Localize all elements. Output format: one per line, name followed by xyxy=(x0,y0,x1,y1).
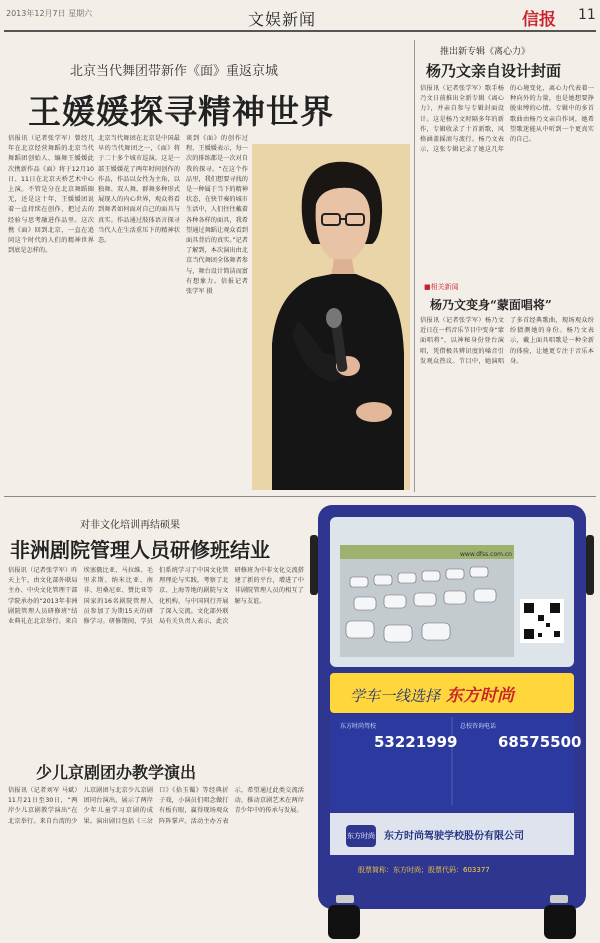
driving-school-ad xyxy=(310,505,594,939)
page-header xyxy=(0,0,600,32)
africa-text: 信报讯（记者张学军）昨天上午，由文化部外联局主办、中央文化管理干部学院承办的“2013年非洲剧院管理人员研修班”结业典礼在北京举行。来自埃塞俄比亚、马拉维、毛里求斯、纳米比亚、南非、坦桑尼亚、赞比亚等国家的16名剧院管理人员参加了为期15天的研修学习。研修期间，学员们系统学习了中国文化管理理论与实践，考察了北京、上海等地的剧院与文化机构，与中国同行开展了深入交流。文化部外联局有关负责人表示，此次研修班为中非文化交流搭建了新的平台，增进了中非剧院管理人员的相互了解与友谊。 xyxy=(8,567,304,626)
lead-photo xyxy=(252,144,410,490)
issue-date: 2013年12月7日 星期六 xyxy=(6,9,93,18)
phone-label-1: 东方时尚驾校 xyxy=(340,723,377,730)
phone-number-1: 53221999 xyxy=(374,733,458,751)
sidebar-kicker: 推出新专辑《离心力》 xyxy=(440,47,531,57)
slogan-text: 学车一线选择 xyxy=(350,687,441,705)
lead-headline: 王媛媛探寻精神世界 xyxy=(28,92,334,131)
children-text: 信报讯（记者刘军 马斌）11月21日至30日，“两岸少儿京剧教学演出”在北京举行。来自台湾的少儿京剧团与北京少儿京剧团同台演出，展示了两岸少年儿童学习京剧的成果。演出剧目包括《三岔口》《拾玉镯》等经典折子戏，小演员们唱念做打有板有眼，赢得现场观众阵阵掌声。活动主办方表示，希望通过此类交流活动，推动京剧艺术在两岸青少年中的传承与发展。 xyxy=(8,787,304,825)
lead-column-2: 北京当代舞团在北京是中国最早的当代舞团之一，《面》将于二十多个城市巡演。这是一部王媛媛花了两年时间创作的作品，作品以女性为主角，以独舞、双人舞、群舞多种形式展现人的内心世界，观众将看到舞者如何面对自己的面具与真实。作品通过肢体语言探寻当代人在生活重压下的精神状态。 xyxy=(98,135,180,245)
company-logo: 东方时尚 xyxy=(346,825,376,847)
lead-column-3: 谈到《面》的创作过程，王媛媛表示，每一次的排练都是一次对自我的探寻。“在这个作品里，我们想要寻找的是一种属于当下的精神状态，在快节奏的城市生活中，人们往往戴着各种各样的面具，我希望通过舞蹈让观众看到面具背后的真实。”记者了解到，本次演出由北京当代舞团全体舞者参与，舞台设计简洁而富有想象力。信报记者 张学军 摄 xyxy=(186,135,248,296)
phone-label-2: 总校咨询电话 xyxy=(460,723,497,730)
phone-number-2: 68575500 xyxy=(498,733,582,751)
section-rule xyxy=(4,496,596,497)
africa-headline: 非洲剧院管理人员研修班结业 xyxy=(10,538,270,562)
sidebar-text-2: 信报讯（记者张学军）杨乃文近日在一档音乐节目中变身“蒙面唱将”，以神秘身份登台演唱，凭借极具辨识度的嗓音引发观众热议。节目中，她演唱了多首经典歌曲，现场观众纷纷猜测她的身份。杨乃文表示，戴上面具唱歌是一种全新的体验，让她更专注于音乐本身。 xyxy=(420,317,594,365)
related-news-tag: ■相关新闻 xyxy=(424,283,459,291)
children-headline: 少儿京剧团办教学演出 xyxy=(36,763,197,782)
company-name: 东方时尚驾驶学校股份有限公司 xyxy=(384,831,524,842)
header-rule xyxy=(4,30,596,32)
lead-kicker: 北京当代舞团带新作《面》重返京城 xyxy=(70,64,279,79)
sidebar-text-1: 信报讯（记者张学军）歌手杨乃文日前推出全新专辑《离心力》，并亲自参与专辑封面设计。这是杨乃文时隔多年的新作，专辑收录了十首新歌，风格涵盖摇滚与流行。杨乃文表示，这张专辑记录了她这几年的心境变化，离心力代表着一种向外的力量，也是她想要挣脱束缚的心情。专辑中的多首歌曲由杨乃文亲自作词，她希望歌迷能从中听到一个更真实的自己。 xyxy=(420,85,594,154)
ad-url[interactable]: www.dfss.com.cn xyxy=(460,551,512,558)
slogan-brand: 东方时尚 xyxy=(446,686,515,706)
ad-slogan xyxy=(350,681,514,706)
column-divider xyxy=(414,40,415,492)
portrait-image xyxy=(252,144,410,490)
africa-kicker: 对非文化培训再结硕果 xyxy=(80,520,180,531)
sidebar-subhead: 杨乃文变身“蒙面唱将” xyxy=(430,298,552,312)
page-number: 11 xyxy=(578,7,596,23)
section-title: 文娱新闻 xyxy=(248,10,317,29)
lead-column-1: 信报讯（记者张学军）曾经几年在北京经营舞蹈的北京当代舞蹈团创始人、编舞王媛媛此次携新作品《面》将于12月10日、11日在北京天桥艺术中心上演。不管是分在北京舞蹈圈无，还是这十年，王媛媛团说着一直持续在创作，把过去的经验与思考融进作品里。这次携《面》回到北京，一直在追问这个时代的人们的精神世界到底是怎样的。 xyxy=(8,135,94,255)
stock-info: 股票简称：东方时尚；股票代码：603377 xyxy=(358,866,490,874)
masthead-logo: 信报 xyxy=(522,10,556,30)
sidebar-headline: 杨乃文亲自设计封面 xyxy=(426,62,562,80)
